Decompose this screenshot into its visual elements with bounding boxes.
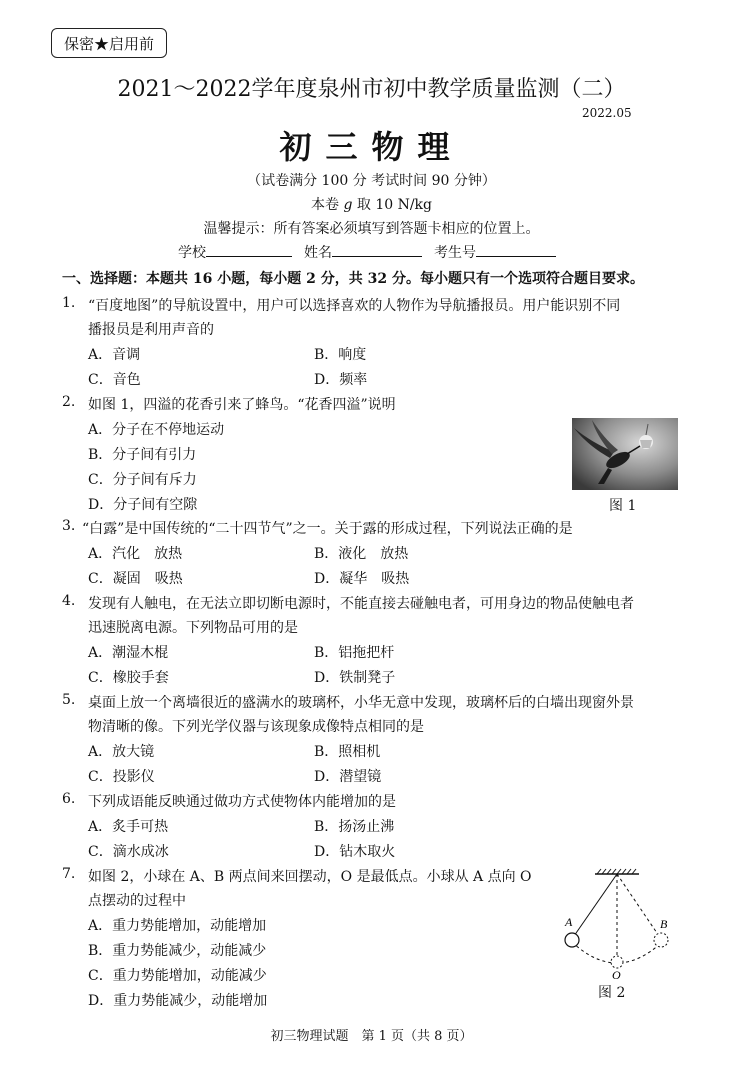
question-6-option-c: C．滴水成冰 <box>88 844 169 860</box>
question-7-option-a: A．重力势能增加，动能增加 <box>88 918 267 934</box>
question-5-option-d: D．潜望镜 <box>314 769 382 785</box>
question-7-number: 7. <box>62 866 76 882</box>
exam-title: 2021～2022学年度泉州市初中教学质量监测（二） <box>117 77 626 102</box>
question-5-option-b: B．照相机 <box>314 744 381 760</box>
subject-title: 初三物理 <box>279 128 464 166</box>
question-2-option-d: D．分子间有空隙 <box>88 497 198 513</box>
figure-1-caption: 图 1 <box>609 498 637 514</box>
question-1-number: 1. <box>62 295 76 311</box>
id-label: 考生号 <box>434 245 476 261</box>
exam-date: 2022.05 <box>582 106 632 120</box>
id-blank[interactable] <box>476 242 556 257</box>
question-6-number: 6. <box>62 791 76 807</box>
question-6-option-b: B．扬汤止沸 <box>314 819 395 835</box>
reminder: 温馨提示：所有答案必须填写到答题卡相应的位置上。 <box>203 221 540 237</box>
question-3-text: “白露”是中国传统的“二十四节气”之一。关于露的形成过程，下列说法正确的是 <box>82 521 573 537</box>
question-1-option-a: A．音调 <box>88 347 141 363</box>
question-1-option-b: B．响度 <box>314 347 367 363</box>
question-1-option-d: D．频率 <box>314 372 368 388</box>
question-2-option-c: C．分子间有斥力 <box>88 472 197 488</box>
page-footer: 初三物理试题 第 1 页（共 8 页） <box>270 1029 473 1044</box>
question-4-option-a: A．潮湿木棍 <box>88 645 169 661</box>
question-3-option-a: A．汽化 放热 <box>88 546 183 562</box>
question-4-option-d: D．铁制凳子 <box>314 670 396 686</box>
pendulum-diagram <box>555 866 685 986</box>
question-2-option-b: B．分子间有引力 <box>88 447 197 463</box>
question-2-text: 如图 1，四溢的花香引来了蜂鸟。“花香四溢”说明 <box>88 397 396 413</box>
question-3-option-c: C．凝固 吸热 <box>88 571 183 587</box>
figure-2-caption: 图 2 <box>598 985 626 1001</box>
exam-info: （试卷满分 100 分 考试时间 90 分钟） <box>247 173 496 189</box>
school-label: 学校 <box>178 245 206 261</box>
question-5-text-2: 物清晰的像。下列光学仪器与该现象成像特点相同的是 <box>88 719 424 735</box>
hummingbird-photo <box>572 418 678 490</box>
question-7-option-c: C．重力势能增加，动能减少 <box>88 968 267 984</box>
section-title: 一、选择题：本题共 16 小题，每小题 2 分，共 32 分。每小题只有一个选项符合题目要求。 <box>62 271 644 287</box>
question-7-option-b: B．重力势能减少，动能减少 <box>88 943 267 959</box>
question-1-text-2: 播报员是利用声音的 <box>88 322 214 338</box>
question-7-text-2: 点摆动的过程中 <box>88 893 186 909</box>
name-label: 姓名 <box>304 245 332 261</box>
confidential-badge: 保密★启用前 <box>51 28 167 58</box>
fig2-label-a: A <box>565 915 573 929</box>
gravity-note: 本卷 g 取 10 N/kg <box>311 197 432 213</box>
question-5-option-a: A．放大镜 <box>88 744 155 760</box>
question-4-option-c: C．橡胶手套 <box>88 670 169 686</box>
question-7-option-d: D．重力势能减少，动能增加 <box>88 993 268 1009</box>
question-4-option-b: B．铝拖把杆 <box>314 645 395 661</box>
question-6-text: 下列成语能反映通过做功方式使物体内能增加的是 <box>88 794 396 810</box>
student-fields <box>178 242 556 262</box>
school-blank[interactable] <box>206 242 292 257</box>
fig2-label-o: O <box>612 968 621 982</box>
question-4-text-2: 迅速脱离电源。下列物品可用的是 <box>88 620 298 636</box>
fig2-label-b: B <box>660 917 668 931</box>
question-1-text: “百度地图”的导航设置中，用户可以选择喜欢的人物作为导航播报员。用户能识别不同 <box>88 298 621 314</box>
question-1-option-c: C．音色 <box>88 372 141 388</box>
question-4-text: 发现有人触电，在无法立即切断电源时，不能直接去碰触电者，可用身边的物品使触电者 <box>88 596 634 612</box>
question-2-number: 2. <box>62 394 76 410</box>
question-6-option-d: D．钻木取火 <box>314 844 396 860</box>
question-5-text: 桌面上放一个离墙很近的盛满水的玻璃杯，小华无意中发现，玻璃杯后的白墙出现窗外景 <box>88 695 634 711</box>
question-6-option-a: A．炙手可热 <box>88 819 169 835</box>
question-4-number: 4. <box>62 593 76 609</box>
question-3-option-b: B．液化 放热 <box>314 546 409 562</box>
question-5-option-c: C．投影仪 <box>88 769 155 785</box>
question-7-text: 如图 2，小球在 A、B 两点间来回摆动，O 是最低点。小球从 A 点向 O <box>88 869 532 885</box>
question-5-number: 5. <box>62 692 76 708</box>
question-3-option-d: D．凝华 吸热 <box>314 571 410 587</box>
question-2-option-a: A．分子在不停地运动 <box>88 422 225 438</box>
question-3-number: 3. <box>62 518 76 534</box>
name-blank[interactable] <box>332 242 422 257</box>
